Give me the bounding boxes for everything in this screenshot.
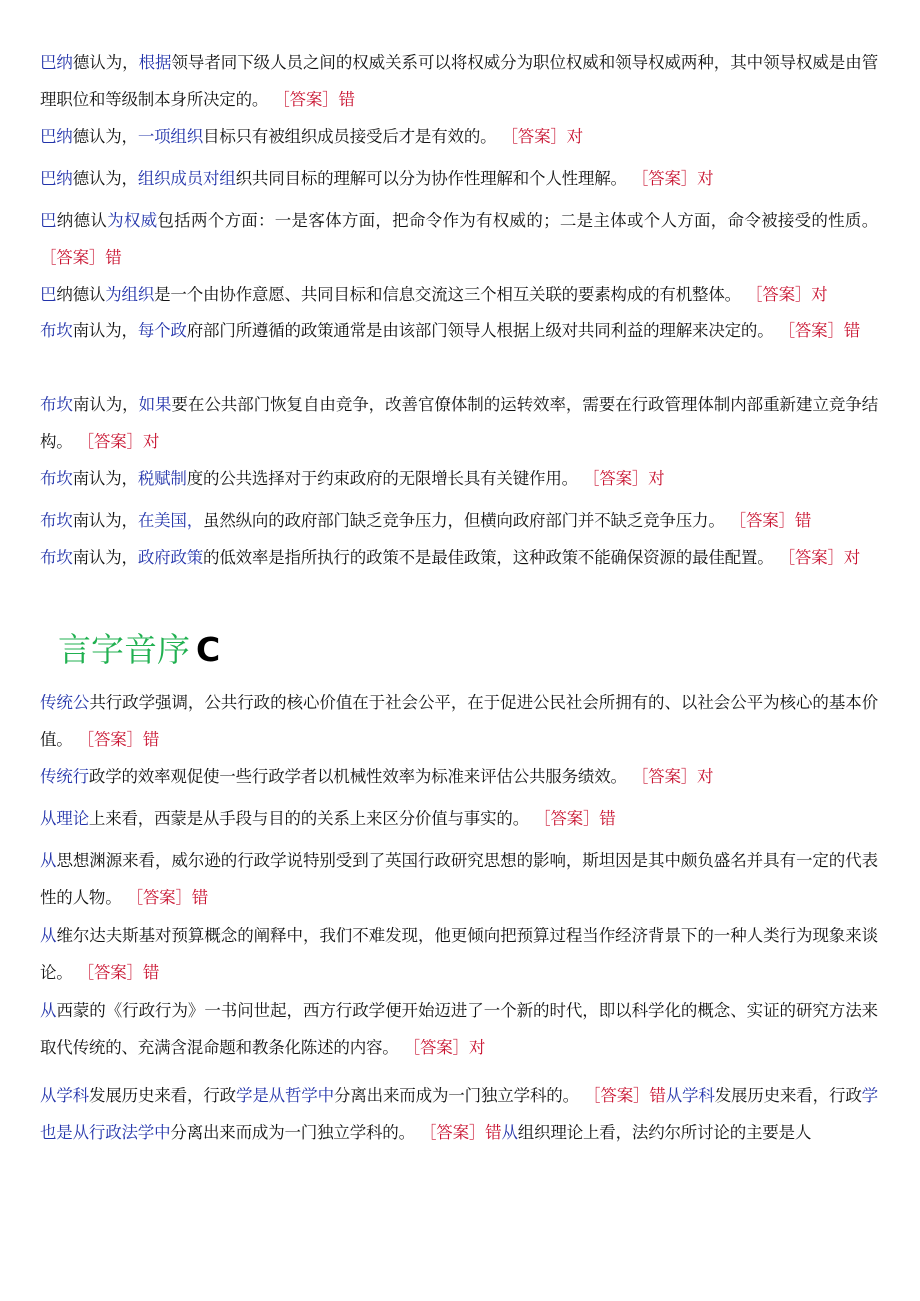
subject-highlight: 布坎	[40, 469, 73, 488]
answer-label: ［答案］错	[273, 90, 355, 109]
question-item: 巴纳德认为组织是一个由协作意愿、共同目标和信息交流这三个相互关联的要素构成的有机整体。 ［答案］对	[40, 285, 828, 304]
question-item: 从学科发展历史来看，行政学是从哲学中分离出来而成为一门独立学科的。 ［答案］错从学科发展历史来看，行政学也是从行政法学中分离出来而成为一门独立学科的。 ［答案］错从组织理论上看，法约尔所讨论的主要是人	[40, 1086, 878, 1142]
answer-label: ［答案］对	[631, 767, 714, 786]
answer-label: ［答案］对	[778, 548, 861, 567]
subject-highlight: 从学科	[40, 1086, 89, 1105]
answer-label: ［答案］错	[40, 248, 122, 267]
keyword-highlight: 每个政	[137, 321, 187, 340]
keyword-highlight: 一项组织	[137, 127, 204, 146]
question-item: 从思想渊源来看，威尔逊的行政学说特别受到了英国行政研究思想的影响，斯坦因是其中颇负盛名并具有一定的代表性的人物。 ［答案］错	[40, 851, 878, 907]
subject-highlight: 从	[501, 1123, 518, 1142]
answer-label: ［答案］错	[584, 1086, 666, 1105]
keyword-highlight: 如果	[138, 395, 172, 414]
answer-label: ［答案］对	[745, 285, 828, 304]
section-title: 言字音序	[58, 630, 190, 669]
question-item: 布坎南认为，如果要在公共部门恢复自由竞争，改善官僚体制的运转效率，需要在行政管理体制内部重新建立竞争结构。 ［答案］对	[40, 395, 878, 451]
section-letter: C	[196, 630, 221, 669]
question-item: 从西蒙的《行政行为》一书问世起，西方行政学便开始迈进了一个新的时代，即以科学化的概念、实证的研究方法来取代传统的、充满含混命题和教条化陈述的内容。 ［答案］对	[40, 1001, 878, 1057]
question-item: 巴纳德认为，组织成员对组织共同目标的理解可以分为协作性理解和个人性理解。 ［答案］对	[40, 169, 714, 188]
answer-label: ［答案］错	[778, 321, 861, 340]
answer-label: ［答案］错	[729, 511, 812, 530]
question-item: 布坎南认为，税赋制度的公共选择对于约束政府的无限增长具有关键作用。 ［答案］对	[40, 469, 665, 488]
subject-highlight: 布坎	[40, 395, 73, 414]
question-item: 传统公共行政学强调，公共行政的核心价值在于社会公平，在于促进公民社会所拥有的、以社会公平为核心的基本价值。 ［答案］错	[40, 693, 878, 749]
answer-label: ［答案］错	[77, 963, 160, 982]
keyword-highlight: 组织成员对组	[137, 169, 236, 188]
subject-highlight: 布坎	[40, 548, 73, 567]
answer-label: ［答案］错	[419, 1123, 502, 1142]
question-item: 布坎南认为，每个政府部门所遵循的政策通常是由该部门领导人根据上级对共同利益的理解来决定的。 ［答案］错	[40, 321, 861, 340]
answer-label: ［答案］对	[77, 432, 160, 451]
question-item: 巴纳德认为，一项组织目标只有被组织成员接受后才是有效的。 ［答案］对	[40, 127, 583, 146]
question-item: 巴纳德认为，根据领导者同下级人员之间的权威关系可以将权威分为职位权威和领导权威两种，其中领导权威是由管理职位和等级制本身所决定的。 ［答案］错	[40, 53, 878, 109]
subject-highlight: 布坎	[40, 321, 73, 340]
keyword-highlight: 在美国，	[137, 511, 204, 530]
subject-highlight: 从	[40, 926, 57, 945]
answer-label: ［答案］对	[631, 169, 714, 188]
keyword-highlight: 学也是从行政法学中	[40, 1086, 878, 1142]
subject-highlight: 巴纳	[40, 127, 73, 146]
section-heading	[58, 624, 220, 676]
keyword-highlight: 学是从哲学中	[235, 1086, 334, 1105]
subject-highlight: 从	[40, 851, 57, 870]
keyword-highlight: 为权威	[107, 211, 158, 230]
subject-highlight: 从学科	[665, 1086, 715, 1105]
keyword-highlight: 政府政策	[137, 548, 204, 567]
subject-highlight: 传统行	[40, 767, 89, 786]
subject-highlight: 巴纳	[40, 169, 73, 188]
answer-label: ［答案］对	[403, 1038, 486, 1057]
question-item: 从理论上来看，西蒙是从手段与目的的关系上来区分价值与事实的。 ［答案］错	[40, 809, 616, 828]
answer-label: ［答案］对	[501, 127, 583, 146]
keyword-highlight: 为组织	[105, 285, 155, 304]
question-item: 布坎南认为，政府政策的低效率是指所执行的政策不是最佳政策，这种政策不能确保资源的最佳配置。 ［答案］对	[40, 548, 861, 567]
question-item: 传统行政学的效率观促使一些行政学者以机械性效率为标准来评估公共服务绩效。 ［答案］对	[40, 767, 714, 786]
question-item: 从维尔达夫斯基对预算概念的阐释中，我们不难发现，他更倾向把预算过程当作经济背景下的一种人类行为现象来谈论。 ［答案］错	[40, 926, 878, 982]
subject-highlight: 巴	[40, 285, 57, 304]
subject-highlight: 巴纳	[40, 53, 73, 72]
answer-label: ［答案］错	[77, 730, 160, 749]
subject-highlight: 巴	[40, 211, 57, 230]
question-item: 布坎南认为，在美国，虽然纵向的政府部门缺乏竞争压力，但横向政府部门并不缺乏竞争压力。 ［答案］错	[40, 511, 812, 530]
keyword-highlight: 根据	[138, 53, 172, 72]
answer-label: ［答案］错	[534, 809, 616, 828]
answer-label: ［答案］错	[126, 888, 209, 907]
subject-highlight: 传统公	[40, 693, 90, 712]
subject-highlight: 从	[40, 1001, 57, 1020]
answer-label: ［答案］对	[582, 469, 665, 488]
keyword-highlight: 税赋制	[137, 469, 187, 488]
question-item: 巴纳德认为权威包括两个方面：一是客体方面，把命令作为有权威的；二是主体或个人方面，命令被接受的性质。 ［答案］错	[40, 211, 878, 267]
subject-highlight: 从理论	[40, 809, 89, 828]
subject-highlight: 布坎	[40, 511, 73, 530]
